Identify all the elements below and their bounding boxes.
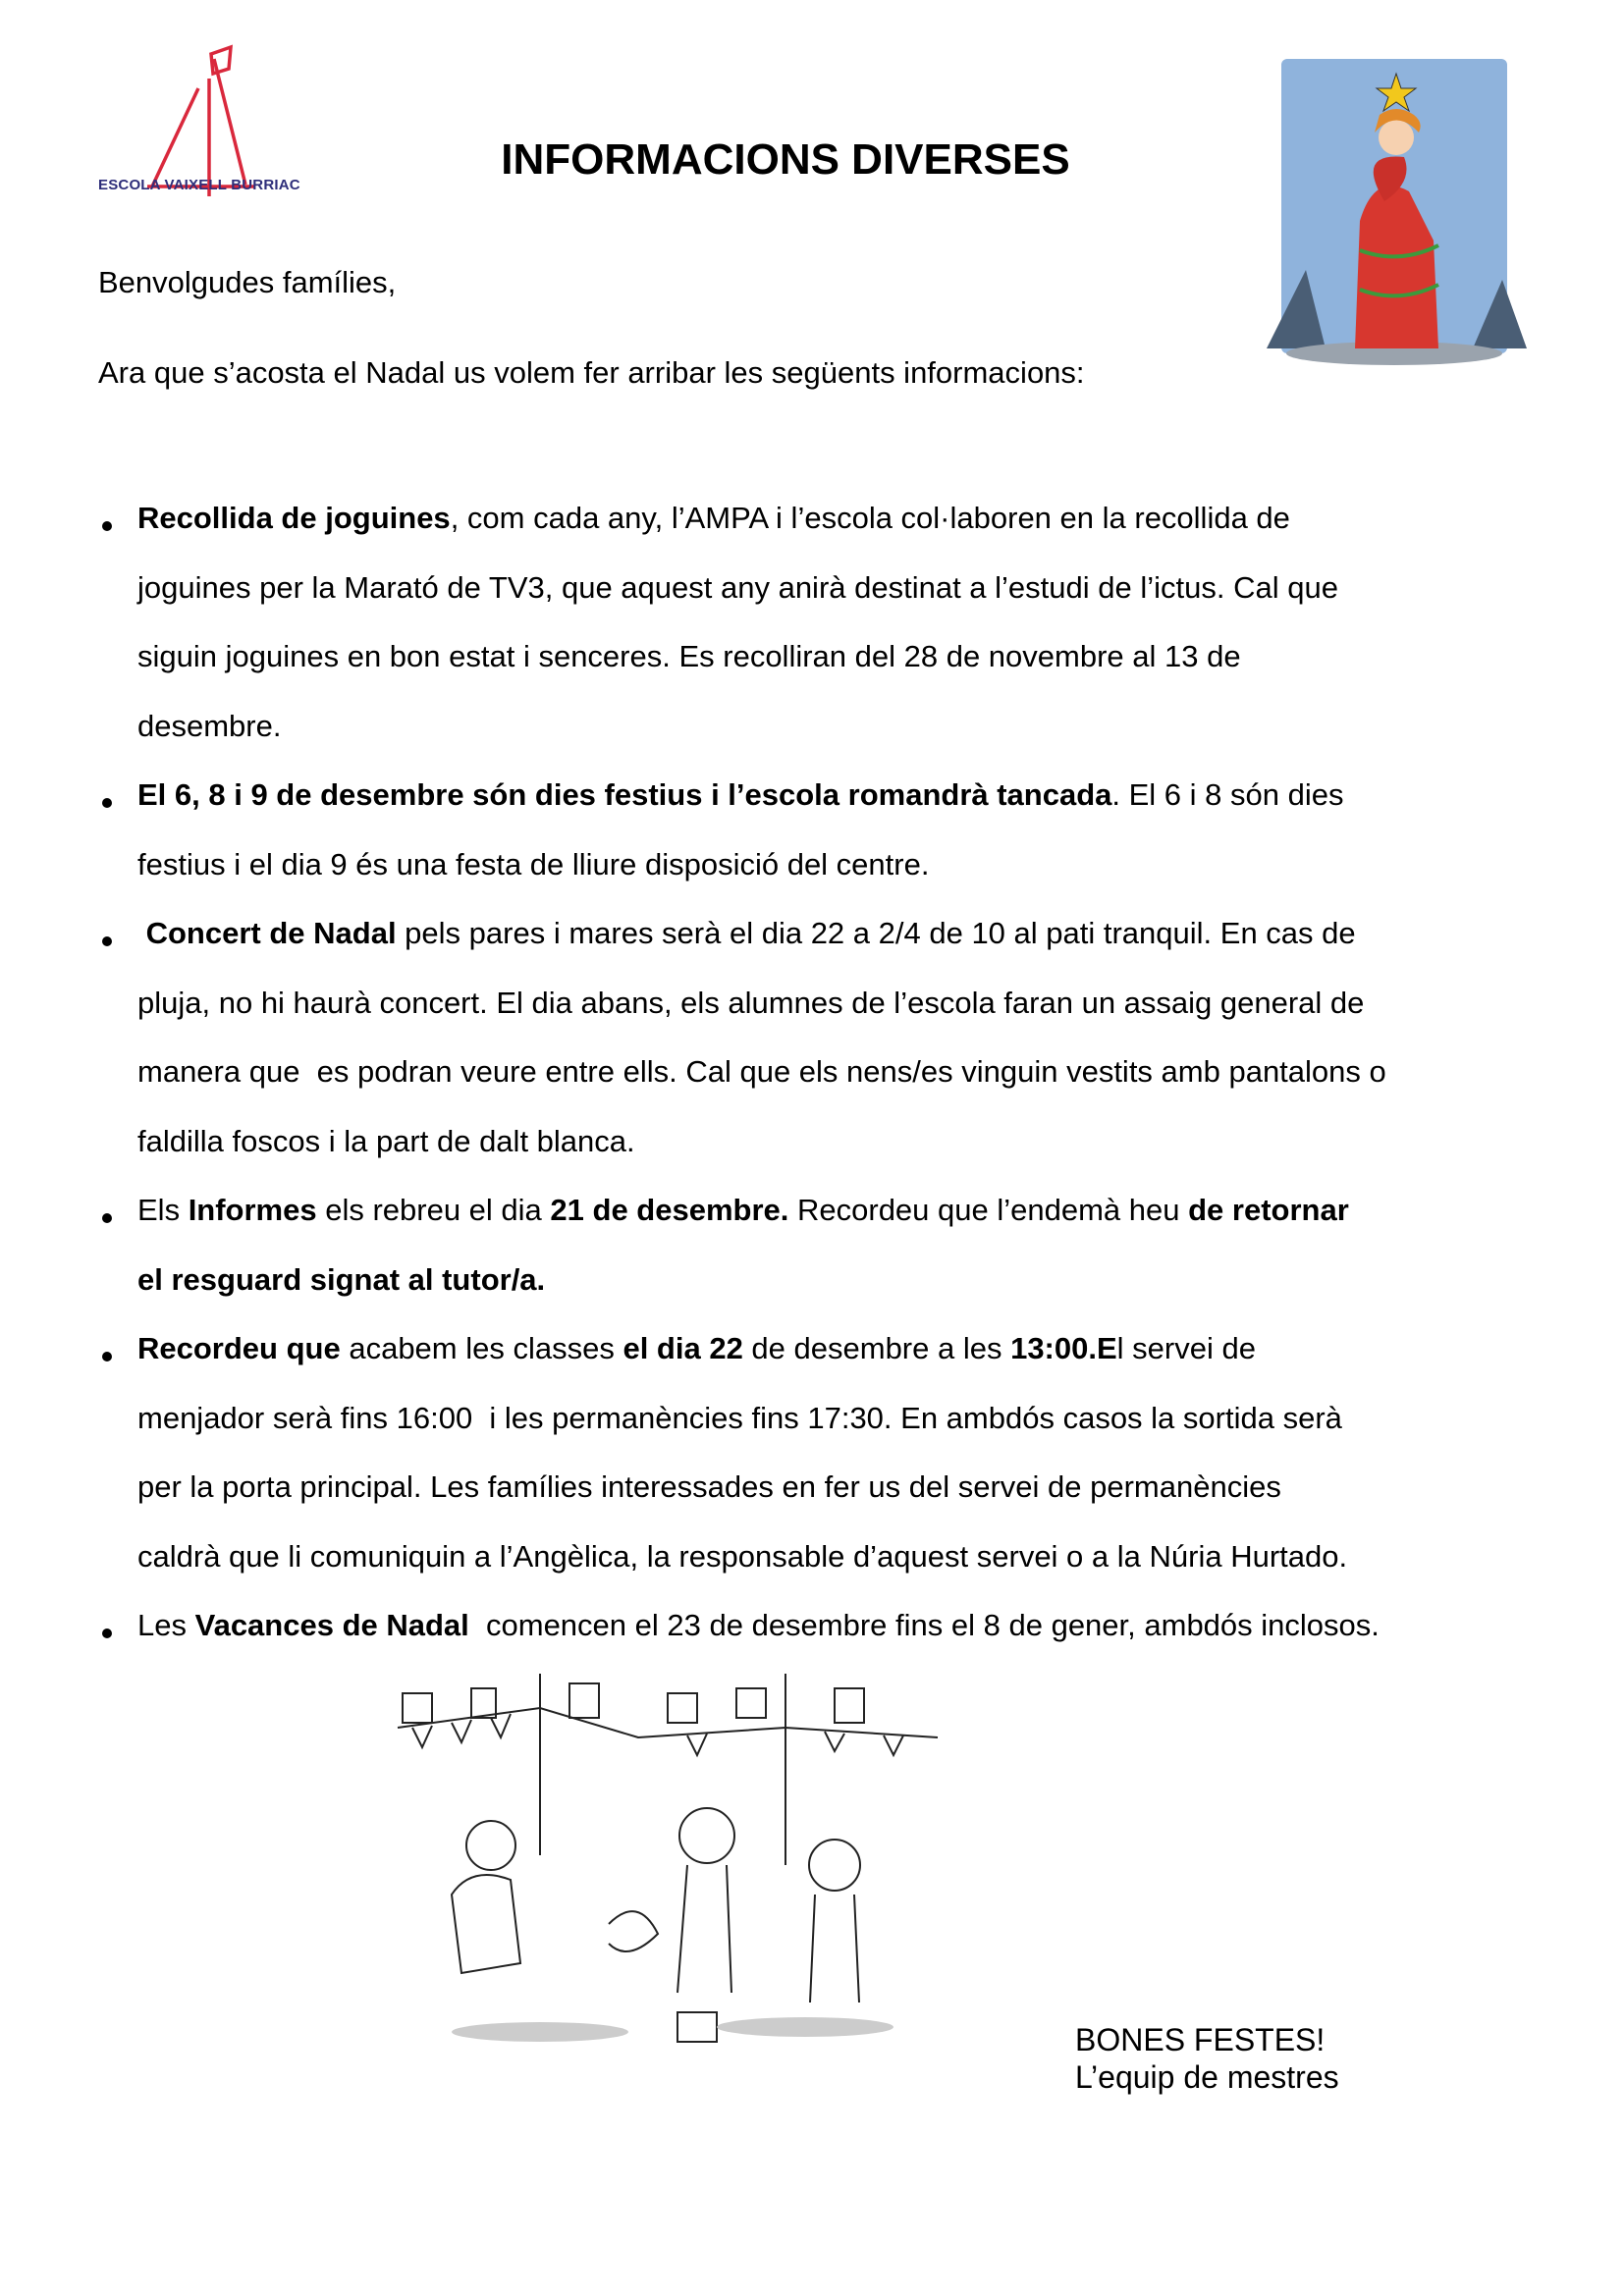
text: caldrà que li comuniquin a l’Angèlica, la responsable d’aquest servei o a la Núria Hurtado. [137,1538,1348,1574]
bold-text: Concert de Nadal [137,916,397,950]
text: els rebreu el dia [316,1193,551,1227]
greeting: Benvolgudes famílies, [98,265,397,299]
text: l servei de [1116,1331,1256,1365]
list-item-line [137,837,1571,907]
bold-text: Recollida de joguines [137,501,451,535]
text: de desembre a les [742,1331,1011,1365]
text: pels pares i mares serà el dia 22 a 2/4 de 10 al pati tranquil. En cas de [396,916,1356,950]
bold-text: El 6, 8 i 9 de desembre són dies festius i l’escola romandrà tancada [137,777,1112,812]
text: festius i el dia 9 és una festa de lliure disposició del centre. [137,846,930,881]
list-item [98,1183,1571,1321]
text: siguin joguines en bon estat i senceres. Es recolliran del 28 de novembre al 13 de [137,639,1241,673]
text: per la porta principal. Les famílies interessades en fer us del servei de permanències [137,1469,1281,1504]
bold-text: el resguard signat al tutor/a. [137,1261,546,1297]
list-item-line [137,1253,1571,1322]
list-item-line [137,561,1571,630]
list-item-line [137,976,1571,1045]
list-item-line [137,1321,1571,1391]
bold-text: Recordeu que [137,1331,341,1365]
text: Els [137,1193,189,1227]
text: Recordeu que l’endemà heu [788,1193,1189,1227]
list-item [98,906,1571,1183]
list-item-line [137,1391,1571,1461]
list-item [98,491,1571,768]
christmas-dragon-illustration [1267,54,1527,368]
text: manera que es podran veure entre ells. Cal que els nens/es vinguin vestits amb pantalons o [137,1054,1386,1089]
list-item-line [137,906,1571,976]
bold-text: 21 de desembre. [550,1193,789,1227]
text: pluja, no hi haurà concert. El dia abans, els alumnes de l’escola faran un assaig general de [137,985,1365,1020]
text: comencen el 23 de desembre fins el 8 de gener, ambdós inclosos. [468,1608,1380,1642]
bullet-icon [102,1629,112,1638]
bold-text: el dia 22 [623,1331,743,1365]
bullet-icon [102,1213,112,1223]
text: Les [137,1608,195,1642]
list-item-line [137,699,1571,769]
list-item-line [137,1460,1571,1529]
bullet-icon [102,936,112,946]
text: joguines per la Marató de TV3, que aquest any anirà destinat a l’estudi de l’ictus. Cal que [137,569,1338,605]
list-item-line [137,768,1571,837]
text: , com cada any, l’AMPA i l’escola col·laboren en la recollida de [450,501,1290,535]
closing-signature: L’equip de mestres [1075,2059,1339,2095]
bold-text: Informes [188,1193,317,1227]
text: faldilla foscos i la part de dalt blanca. [137,1123,635,1158]
bullet-icon [102,1352,112,1362]
text: menjador serà fins 16:00 i les permanències fins 17:30. En ambdós casos la sortida serà [137,1400,1342,1435]
text: acabem les classes [340,1331,623,1365]
list-item [98,1598,1571,1668]
christmas-kids-illustration [393,1669,947,2052]
text: . El 6 i 8 són dies [1111,777,1344,812]
list-item-line [137,629,1571,699]
list-item-line [137,1044,1571,1114]
list-item-line [137,1183,1571,1253]
intro-text: Ara que s’acosta el Nadal us volem fer arribar les següents informacions: [98,355,1085,390]
list-item-line [137,1114,1571,1184]
list-item-line [137,1598,1571,1668]
bullet-icon [102,521,112,531]
list-item-line [137,1529,1571,1599]
page-title: INFORMACIONS DIVERSES [501,135,1070,184]
list-item [98,768,1571,906]
list-item [98,1321,1571,1598]
closing-greeting: BONES FESTES! [1075,2022,1326,2057]
bold-text: de retornar [1188,1193,1349,1227]
bold-text: Vacances de Nadal [194,1608,469,1642]
list-item-line [137,491,1571,561]
school-logo-boat-icon [93,39,309,196]
bold-text: 13:00.E [1010,1331,1117,1365]
info-list [98,491,1571,1668]
school-name: ESCOLA VAIXELL BURRIAC [98,177,300,193]
bullet-icon [102,798,112,808]
text: desembre. [137,708,282,743]
